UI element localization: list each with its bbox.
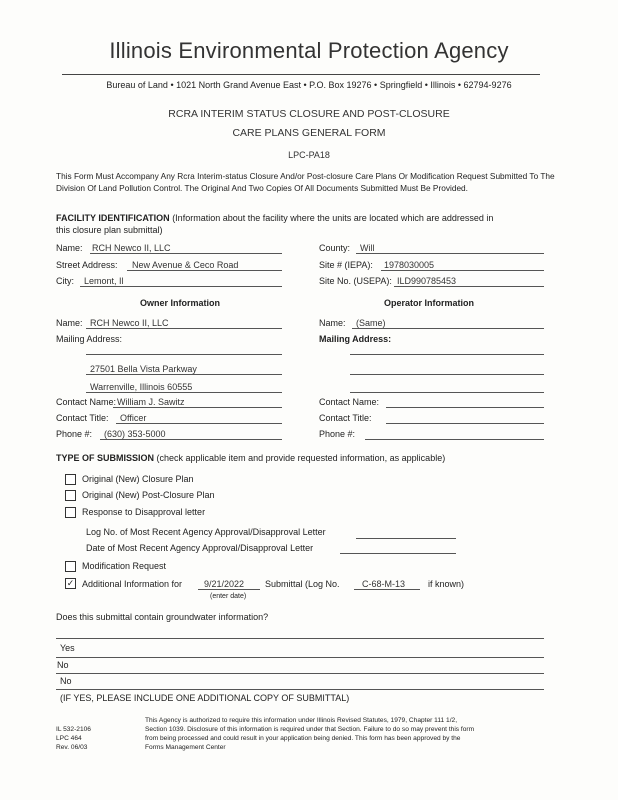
operator-contact-name-underline[interactable] (386, 407, 544, 408)
facility-heading-note2: this closure plan submittal) (56, 225, 163, 235)
owner-mailing-underline-1 (86, 354, 282, 355)
operator-name-underline (352, 328, 544, 329)
operator-name-field[interactable]: (Same) (356, 318, 386, 328)
operator-mailing-underline-1 (350, 354, 544, 355)
submittal-log-underline (354, 589, 420, 590)
groundwater-note: (IF YES, PLEASE INCLUDE ONE ADDITIONAL COPY OF SUBMITTAL) (60, 693, 350, 703)
owner-heading: Owner Information (140, 298, 221, 308)
site-iepa-underline (381, 270, 544, 271)
operator-heading: Operator Information (384, 298, 475, 308)
option-original-closure-label: Original (New) Closure Plan (82, 474, 194, 484)
form-code-lpc: LPC 464 (56, 735, 82, 742)
site-usepa-label: Site No. (USEPA): (319, 276, 392, 286)
city-underline (80, 286, 282, 287)
checkbox-response-disapproval[interactable] (65, 507, 76, 518)
agency-title: Illinois Environmental Protection Agency (109, 38, 509, 63)
owner-contact-title-label: Contact Title: (56, 413, 109, 423)
operator-mailing-underline-3 (350, 392, 544, 393)
groundwater-rule-2 (56, 657, 544, 658)
operator-mailing-label: Mailing Address: (319, 334, 392, 344)
modification-request-label: Modification Request (82, 561, 167, 571)
operator-phone-label: Phone #: (319, 429, 356, 439)
owner-contact-title-field[interactable]: Officer (120, 413, 147, 423)
operator-phone-underline[interactable] (365, 439, 544, 440)
checkbox-additional-info[interactable]: ✓ (66, 578, 75, 588)
facility-name-field[interactable]: RCH Newco II, LLC (92, 243, 171, 253)
owner-name-underline (86, 328, 282, 329)
site-usepa-underline (394, 286, 544, 287)
if-known-label: if known) (428, 579, 465, 589)
site-iepa-field[interactable]: 1978030005 (384, 260, 435, 270)
owner-contact-name-field[interactable]: William J. Sawitz (117, 397, 185, 407)
owner-phone-field[interactable]: (630) 353-5000 (104, 429, 166, 439)
additional-info-label: Additional Information for (82, 579, 183, 589)
street-address-label: Street Address: (56, 260, 118, 270)
form-revision: Rev. 06/03 (56, 744, 88, 751)
groundwater-no-1[interactable]: No (57, 660, 69, 670)
street-address-field[interactable]: New Avenue & Ceco Road (132, 260, 239, 270)
operator-name-label: Name: (319, 318, 346, 328)
submission-heading-row (56, 453, 445, 463)
groundwater-yes[interactable]: Yes (60, 643, 75, 653)
agency-address: Bureau of Land • 1021 North Grand Avenue East • P.O. Box 19276 • Springfield • Illinois • 62794-9276 (106, 80, 512, 90)
checkbox-original-post-closure[interactable] (65, 490, 76, 501)
facility-name-label: Name: (56, 243, 83, 253)
operator-contact-name-label: Contact Name: (319, 397, 380, 407)
owner-name-label: Name: (56, 318, 83, 328)
enter-date-hint: (enter date) (210, 593, 247, 600)
owner-mailing-underline-3 (86, 392, 282, 393)
street-underline (127, 270, 282, 271)
legal-notice-line1: This Agency is authorized to require this information under Illinois Revised Statutes, 1979, Chapter 111 1/2, (145, 717, 458, 724)
form-title-line2: CARE PLANS GENERAL FORM (232, 127, 386, 139)
county-label: County: (319, 243, 351, 253)
groundwater-rule-1 (56, 638, 544, 639)
option-original-post-closure-label: Original (New) Post-Closure Plan (82, 490, 215, 500)
checkbox-modification-request[interactable] (65, 561, 76, 572)
checkbox-original-closure[interactable] (65, 474, 76, 485)
owner-mailing-line2[interactable]: Warrenville, Illinois 60555 (90, 382, 193, 392)
form-title-line1: RCRA INTERIM STATUS CLOSURE AND POST-CLOSURE (168, 108, 450, 120)
site-iepa-label: Site # (IEPA): (319, 260, 373, 270)
submittal-log-field[interactable]: C-68-M-13 (362, 579, 406, 589)
owner-mailing-label: Mailing Address: (56, 334, 123, 344)
city-field[interactable]: Lemont, Il (84, 276, 124, 286)
form-instructions: This Form Must Accompany Any Rcra Interim-status Closure And/or Post-closure Care Plans Or Modification Request Submitted To The Division Of Land Pollution Control. The Original And Two Copies Of All Documents Submitted Must Be Provided. (56, 171, 555, 193)
log-number-field[interactable] (356, 538, 456, 539)
owner-phone-label: Phone #: (56, 429, 93, 439)
log-number-label: Log No. of Most Recent Agency Approval/Disapproval Letter (86, 527, 326, 537)
groundwater-no-2[interactable]: No (60, 676, 72, 686)
groundwater-question: Does this submittal contain groundwater information? (56, 612, 269, 622)
facility-heading-note: (Information about the facility where the units are located which are addressed in (172, 213, 494, 223)
additional-date-underline (198, 589, 260, 590)
site-usepa-field[interactable]: ILD990785453 (397, 276, 457, 286)
county-underline (356, 253, 544, 254)
legal-notice-line3: from being processed and could result in your application being denied. This form has been approved by the (145, 735, 461, 742)
legal-notice-line4: Forms Management Center (145, 744, 226, 751)
city-label: City: (56, 276, 74, 286)
operator-contact-title-underline[interactable] (386, 423, 544, 424)
date-letter-label: Date of Most Recent Agency Approval/Disapproval Letter (86, 543, 314, 553)
form-code: LPC-PA18 (288, 150, 330, 160)
submission-heading: TYPE OF SUBMISSION (56, 453, 155, 463)
form-code-il: IL 532-2106 (56, 726, 91, 733)
operator-contact-title-label: Contact Title: (319, 413, 372, 423)
owner-mailing-line1[interactable]: 27501 Bella Vista Parkway (90, 364, 197, 374)
additional-date-field[interactable]: 9/21/2022 (204, 579, 245, 589)
facility-heading: FACILITY IDENTIFICATION (56, 213, 170, 223)
owner-contact-name-label: Contact Name: (56, 397, 117, 407)
owner-contact-name-underline (113, 407, 282, 408)
header-rule (62, 74, 540, 75)
county-field[interactable]: Will (360, 243, 375, 253)
groundwater-rule-3 (56, 673, 544, 674)
owner-mailing-underline-2 (86, 374, 282, 375)
facility-heading-row (56, 213, 493, 223)
submittal-log-label: Submittal (Log No. (265, 579, 340, 589)
owner-name-field[interactable]: RCH Newco II, LLC (90, 318, 169, 328)
facility-name-underline (90, 253, 282, 254)
owner-contact-title-underline (116, 423, 282, 424)
owner-phone-underline (100, 439, 282, 440)
legal-notice-line2: Section 1039. Disclosure of this information is required under that Section. Failure to do so may prevent this form (145, 726, 475, 733)
date-letter-field[interactable] (340, 553, 456, 554)
submission-heading-note: (check applicable item and provide requested information, as applicable) (156, 453, 446, 463)
groundwater-rule-4 (56, 689, 544, 690)
operator-mailing-underline-2 (350, 374, 544, 375)
option-response-disapproval-label: Response to Disapproval letter (82, 507, 206, 517)
